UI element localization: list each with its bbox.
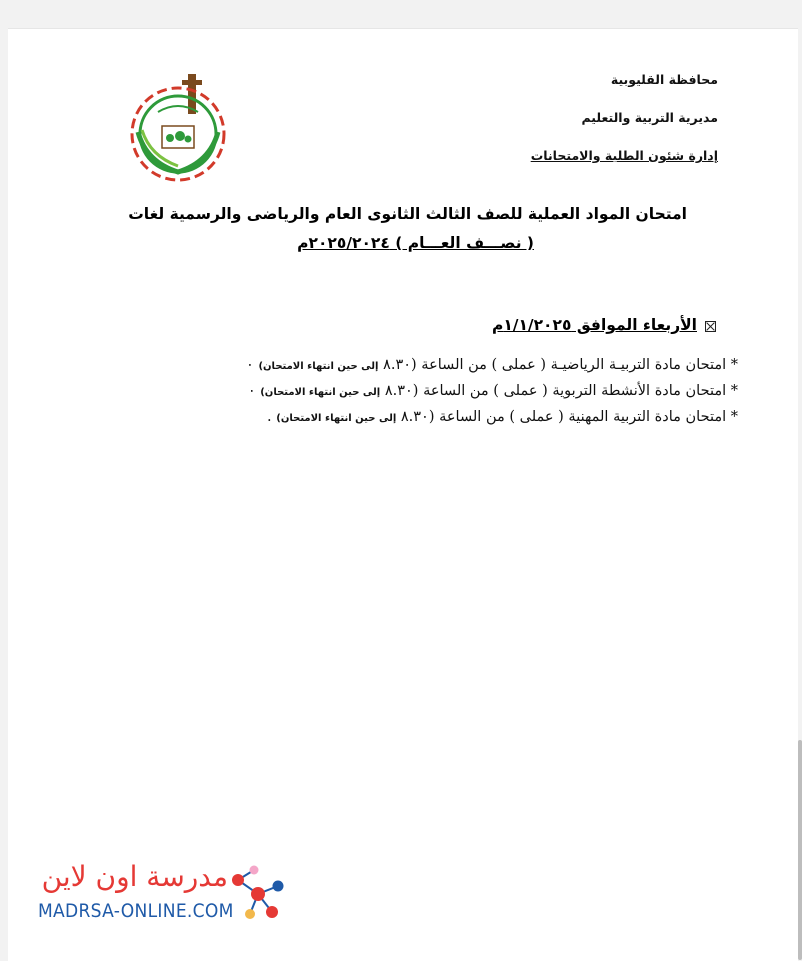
checkbox-crossed-icon bbox=[705, 321, 716, 332]
exam-item-note: إلى حين انتهاء الامتحان) bbox=[276, 413, 397, 424]
exam-date-heading bbox=[492, 316, 716, 334]
exam-item-3 bbox=[267, 409, 738, 425]
exam-item-end: ٠ bbox=[246, 357, 254, 373]
exam-title: امتحان المواد العملية للصف الثالث الثانوى العام والرياضى والرسمية لغات bbox=[128, 205, 687, 223]
exam-item-end: ٠ bbox=[247, 383, 256, 399]
exam-item-2 bbox=[248, 383, 738, 399]
exam-item-note: إلى حين انتهاء الامتحان) bbox=[260, 387, 381, 398]
directorate-name: مديرية التربية والتعليم bbox=[581, 110, 718, 125]
department-name: إدارة شئون الطلبة والامتحانات bbox=[530, 148, 718, 163]
watermark-english: MADRSA-ONLINE.COM bbox=[38, 900, 234, 922]
exam-item-text: امتحان مادة التربيـة الرياضيـة ( عملى ) من الساعة (٨.٣٠ bbox=[383, 357, 727, 373]
bullet: * bbox=[730, 357, 738, 373]
bullet: * bbox=[730, 409, 738, 425]
exam-term bbox=[297, 234, 534, 252]
site-watermark bbox=[38, 860, 288, 930]
exam-item-note: إلى حين انتهاء الامتحان) bbox=[258, 361, 379, 372]
molecule-network-icon bbox=[224, 864, 288, 924]
exam-item-1 bbox=[246, 357, 738, 373]
education-directorate-seal-icon bbox=[118, 72, 238, 182]
bullet: * bbox=[730, 383, 738, 399]
exam-item-end: . bbox=[267, 409, 272, 425]
scrollbar[interactable] bbox=[798, 740, 802, 960]
watermark-arabic: مدرسة اون لاين bbox=[41, 860, 228, 893]
exam-item-text: امتحان مادة التربية المهنية ( عملى ) من الساعة (٨.٣٠ bbox=[400, 409, 727, 425]
governorate-name: محافظة القليوبية bbox=[610, 72, 718, 87]
exam-date-text: الأربعاء الموافق ١/١/٢٠٢٥م bbox=[491, 316, 697, 334]
exam-term-text: ( نصـــف العـــام ) ٢٠٢٥/٢٠٢٤م bbox=[297, 234, 534, 252]
exam-item-text: امتحان مادة الأنشطة التربوية ( عملى ) من الساعة (٨.٣٠ bbox=[384, 383, 727, 399]
